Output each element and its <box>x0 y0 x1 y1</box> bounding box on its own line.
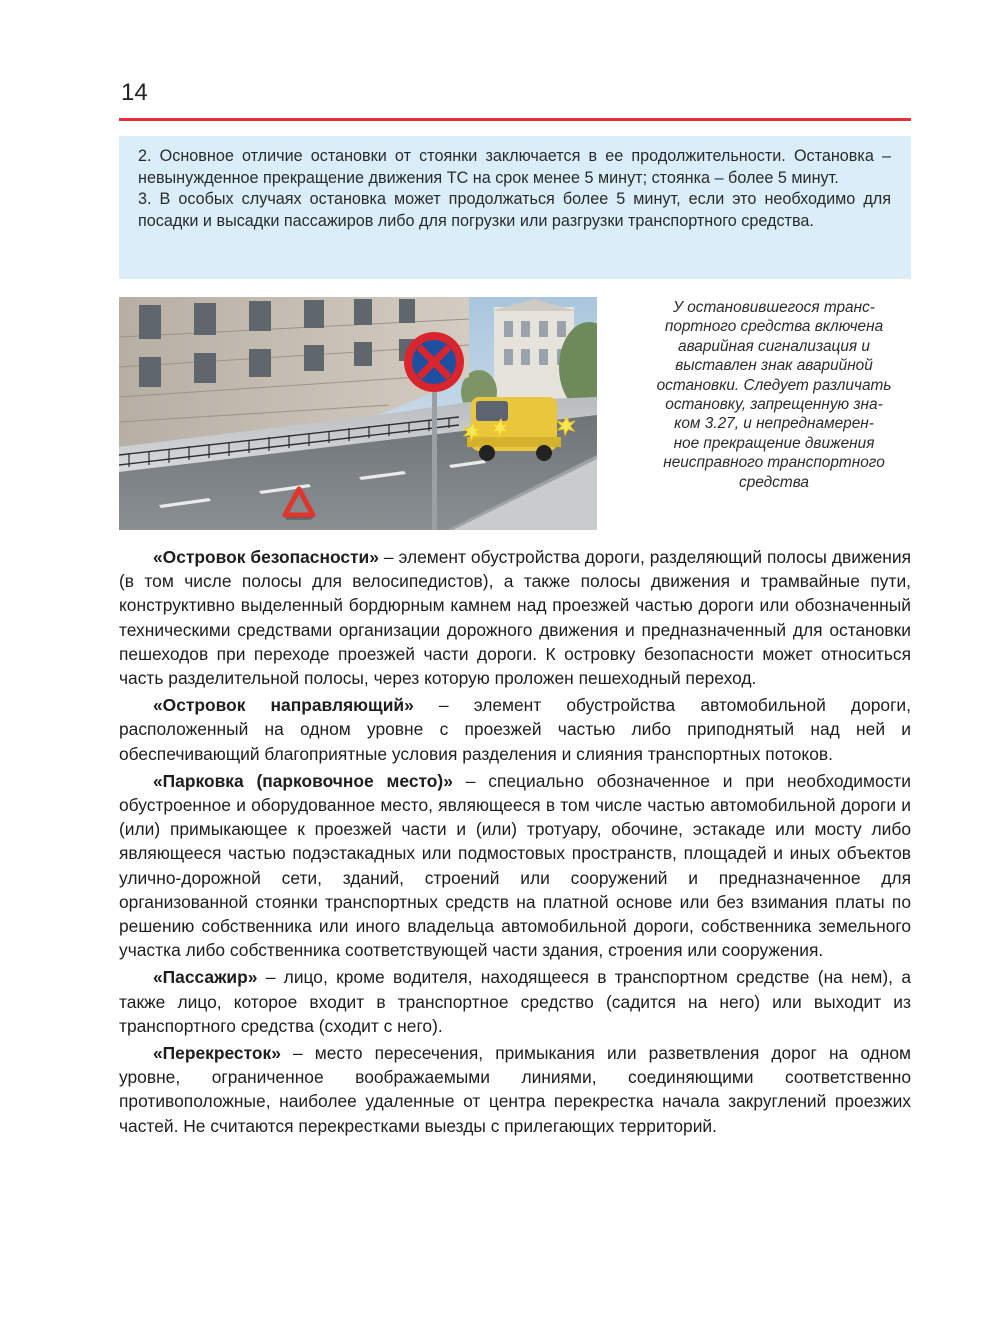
definition-term: «Островок направляющий» <box>153 695 414 716</box>
page-number: 14 <box>121 79 148 106</box>
definition-term: «Пассажир» <box>153 967 258 988</box>
caption-line: ное прекращение движения <box>673 434 875 452</box>
note-box <box>119 136 911 279</box>
definition-paragraph <box>119 965 911 1038</box>
caption-line: остановку, запрещенную зна- <box>665 396 883 414</box>
definition-body: – элемент обустройства автомобильной дороги, расположенный на одном уровне с проезжей частью либо приподнятый над ней и обеспечивающий благоприятные условия разделения и слияния транспортных потоков. <box>119 695 911 764</box>
note-paragraph-2: 2. Основное отличие остановки от стоянки заключается в ее продолжительности. Остановка – невынужденное прекращение движения ТС на срок менее 5 минут; стоянка – более 5 минут. <box>138 147 891 187</box>
definition-body: – специально обозначенное и при необходимости обустроенное и оборудованное место, являющееся в том числе частью автомобильной дороги и (или) примыкающее к проезжей части и (или) тротуару, обочине, эстакаде или мосту либо являющееся частью подэстакадных или подмостовых пространств, площадей и иных объектов улично-дорожной сети, зданий, строений или сооружений и предназначенное для организованной стоянки транспортных средств на платной основе или без взимания платы по решению собственника или иного владельца автомобильной дороги, собственника земельного участка либо собственника соответствующей части здания, строения или сооружения. <box>119 770 911 961</box>
caption-line: остановки. Следует различать <box>656 376 892 394</box>
definition-body: – лицо, кроме водителя, находящееся в транспортном средстве (на нем), а также лицо, которое входит в транспортное средство (садится на него) или выходит из транспортного средства (сходит с него). <box>119 967 911 1036</box>
definition-term: «Островок безопасности» <box>153 547 379 567</box>
definition-body: – элемент обустройства дороги, разделяющий полосы движения (в том числе полосы для велосипедистов), а также полосы движения и трамвайные пути, конструктивно выделенный бордюрным камнем над проезжей частью дороги или обозначенный техническими средствами организации дорожного движения и предназначенный для остановки пешеходов при переходе проезжей части дороги. К островку безопасности может относиться часть разделительной полосы, через которую проложен пешеходный переход. <box>119 547 911 689</box>
definition-paragraph <box>119 545 911 690</box>
definition-term: «Перекресток» <box>153 1043 281 1064</box>
caption-line: средства <box>739 473 809 491</box>
illustration-caption <box>638 298 910 492</box>
definition-term: «Парковка (парковочное место)» <box>153 770 453 791</box>
caption-line: аварийная сигнализация и <box>678 337 870 355</box>
definition-paragraph <box>119 693 911 766</box>
definition-paragraph <box>119 769 911 963</box>
definition-paragraph <box>119 1041 911 1138</box>
street-illustration <box>119 297 597 530</box>
definition-body: – место пересечения, примыкания или разветвления дорог на одном уровне, ограниченное воображаемыми линиями, соединяющими соответственно противоположные, наиболее удаленные от центра перекрестка начала закруглений проезжих частей. Не считаются перекрестками выезды с прилегающих территорий. <box>119 1043 911 1136</box>
caption-line: неисправного транспортного <box>663 454 885 472</box>
caption-line: ком 3.27, и непреднамерен- <box>674 415 874 433</box>
caption-line: портного средства включена <box>664 318 884 336</box>
note-paragraph-3: 3. В особых случаях остановка может продолжаться более 5 минут, если это необходимо для посадки и высадки пассажиров либо для погрузки или разгрузки транспортного средства. <box>138 190 891 230</box>
no-stopping-sign-icon <box>404 332 464 392</box>
header-rule <box>119 118 911 121</box>
definitions-text <box>119 545 911 1141</box>
caption-line: выставлен знак аварийной <box>675 357 873 375</box>
caption-line: У остановившегося транс- <box>673 299 875 316</box>
